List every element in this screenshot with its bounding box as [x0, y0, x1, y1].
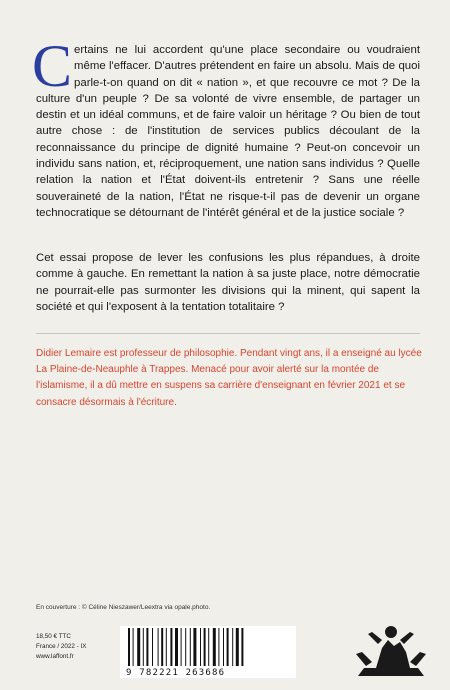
- website-label: www.laffont.fr: [36, 653, 74, 660]
- price-block: [36, 632, 86, 662]
- intro-paragraph: [32, 33, 420, 221]
- intro-text: ertains ne lui accordent qu'une place secondaire ou voudraient même l'effacer. D'autres prétendent en faire un absolu. Mais de quoi parle-t-on quand on dit « nation », et que recouvre ce mot ? De la culture d'un peuple ? De sa volonté de vivre ensemble, de partager un destin et un idéal communs, et de faire valoir un héritage ? Ou bien de tout autre chose : de l'institution de services publics découlant de la reconnaissance du principe de dignité humaine ? Peut-on concevoir un individu sans nation, et, réciproquement, une nation sans individus ? Quelle relation la nation et l'État doivent-ils entretenir ? Sans une réelle souveraineté de la nation, l'État ne risque-t-il pas de devenir un organe technocratique se détournant de l'intérêt général et de la justice sociale ?: [36, 44, 420, 219]
- price-label: 18,50 € TTC: [36, 633, 71, 640]
- edition-label: France / 2022 - IX: [36, 643, 87, 650]
- publisher-logo-icon: [348, 618, 434, 687]
- section-divider: [36, 333, 420, 334]
- dropcap-letter: C: [32, 33, 73, 99]
- isbn-number: 9 782221 263686: [126, 668, 226, 678]
- barcode-icon: [120, 626, 296, 670]
- summary-paragraph: Cet essai propose de lever les confusions les plus répandues, à droite comme à gauche. En remettant la nation à sa juste place, notre démocratie ne pourrait-elle pas surmonter les divisions qui la minent, qui sapent la société et qui l'exposent à la tentation totalitaire ?: [36, 252, 420, 313]
- author-bio: Didier Lemaire est professeur de philosophie. Pendant vingt ans, il a enseigné au lycée La Plaine-de-Neauphle à Trappes. Menacé pour avoir alerté sur la montée de l'islamisme, il a dû mettre en suspens sa carrière d'enseignant en février 2021 et se consacre désormais à l'écriture.: [36, 348, 422, 408]
- cover-credit: En couverture : © Céline Nieszawer/Leextra via opale.photo.: [36, 604, 211, 611]
